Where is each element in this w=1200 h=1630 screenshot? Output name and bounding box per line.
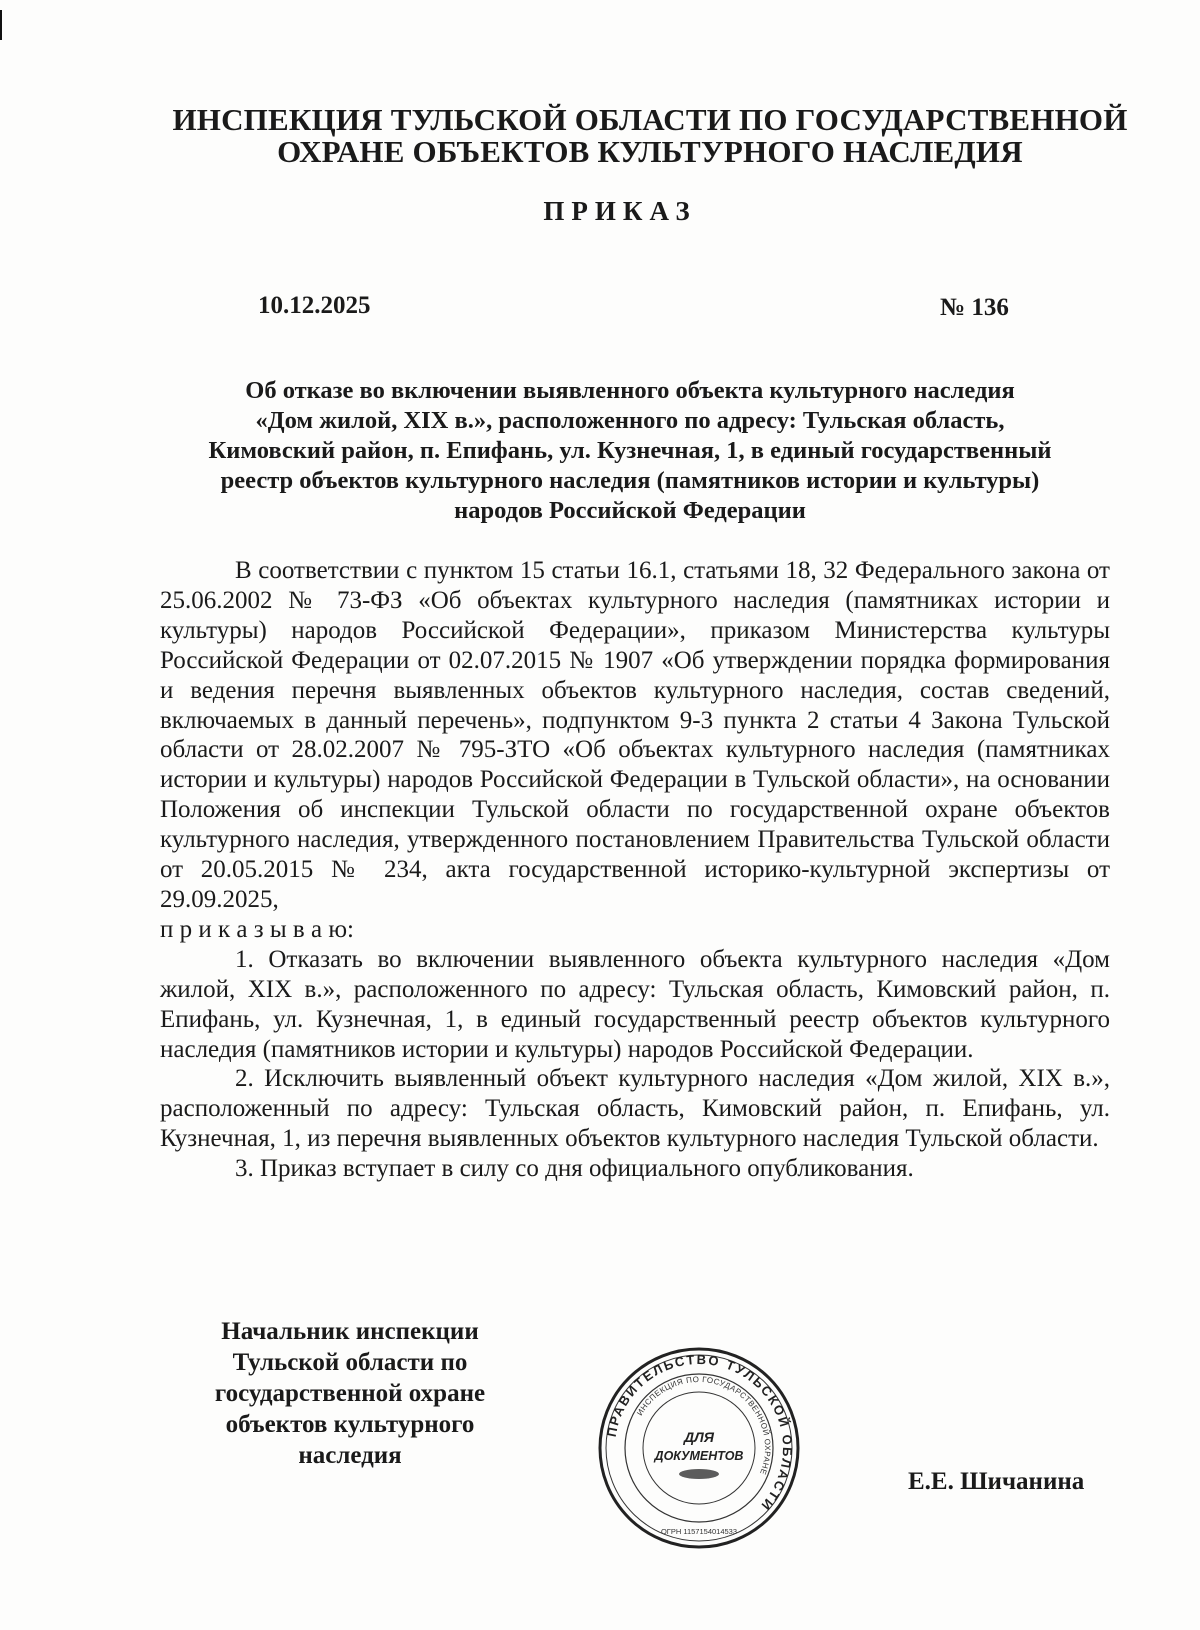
document-subject bbox=[150, 376, 1110, 526]
order-item-2: 2. Исключить выявленный объект культурного наследия «Дом жилой, XIX в.», расположенный по адресу: Тульская область, Кимовский район, п. Епифань, ул. Кузнечная, 1, из перечня выявленных объектов культурного наследия Тульской области. bbox=[160, 1065, 1110, 1153]
organization-header bbox=[0, 104, 1200, 168]
header-line-2: ОХРАНЕ ОБЪЕКТОВ КУЛЬТУРНОГО НАСЛЕДИЯ bbox=[277, 134, 1023, 169]
order-word: п р и к а з ы в а ю: bbox=[160, 915, 354, 943]
seal-outer-text: ПРАВИТЕЛЬСТВО ТУЛЬСКОЙ ОБЛАСТИ bbox=[603, 1351, 796, 1515]
document-body bbox=[160, 556, 1110, 1184]
signatory-title-line: объектов культурного bbox=[225, 1411, 475, 1438]
header-line-1: ИНСПЕКЦИЯ ТУЛЬСКОЙ ОБЛАСТИ ПО ГОСУДАРСТВЕННОЙ bbox=[172, 102, 1128, 137]
signatory-name: Е.Е. Шичанина bbox=[908, 1468, 1085, 1495]
subject-line: народов Российской Федерации bbox=[454, 497, 806, 524]
document-date: 10.12.2025 bbox=[258, 292, 371, 319]
seal-ogrn: ОГРН 1157154014533 bbox=[660, 1527, 738, 1536]
seal-center-line-1: ДЛЯ bbox=[684, 1429, 714, 1445]
scan-edge-mark bbox=[0, 10, 2, 40]
official-seal bbox=[597, 1346, 801, 1550]
document-number: № 136 bbox=[940, 294, 1009, 321]
subject-line: Об отказе во включении выявленного объекта культурного наследия bbox=[245, 377, 1015, 404]
signatory-title-line: Тульской области по bbox=[232, 1349, 468, 1376]
order-item-3: 3. Приказ вступает в силу со дня официального опубликования. bbox=[235, 1155, 914, 1183]
signatory-title-line: Начальник инспекции bbox=[221, 1318, 479, 1345]
signatory-title-line: государственной охране bbox=[214, 1380, 486, 1407]
preamble-paragraph: В соответствии с пунктом 15 статьи 16.1, статьями 18, 32 Федерального закона от 25.06.2002 № 73-ФЗ «Об объектах культурного наследия (памятниках истории и культуры) народов Российской Федерации», приказом Министерства культуры Российской Федерации от 02.07.2015 № 1907 «Об утверждении порядка формирования и ведения перечня выявленных объектов культурного наследия, состав сведений, включаемых в данный перечень», подпунктом 9-3 пункта 2 статьи 4 Закона Тульской области от 28.02.2007 № 795-ЗТО «Об объектах культурного наследия (памятниках истории и культуры) народов Российской Федерации в Тульской области», на основании Положения об инспекции Тульской области по государственной охране объектов культурного наследия, утвержденного постановлением Правительства Тульской области от 20.05.2015 № 234, акта государственной историко-культурной экспертизы от 29.09.2025, bbox=[160, 557, 1110, 913]
signatory-title bbox=[170, 1316, 530, 1471]
signatory-title-line: наследия bbox=[298, 1442, 402, 1469]
subject-line: «Дом жилой, XIX в.», расположенного по адресу: Тульская область, bbox=[255, 407, 1005, 434]
document-type: ПРИКАЗ bbox=[543, 196, 697, 226]
seal-inner-text: ИНСПЕКЦИЯ ПО ГОСУДАРСТВЕННОЙ ОХРАНЕ bbox=[635, 1374, 773, 1477]
seal-ink-blot bbox=[679, 1469, 719, 1479]
seal-center-line-2: ДОКУМЕНТОВ bbox=[654, 1449, 744, 1463]
subject-line: Кимовский район, п. Епифань, ул. Кузнечная, 1, в единый государственный bbox=[208, 437, 1052, 464]
subject-line: реестр объектов культурного наследия (памятников истории и культуры) bbox=[220, 467, 1040, 494]
seal-ring bbox=[643, 1392, 755, 1504]
order-item-1: 1. Отказать во включении выявленного объекта культурного наследия «Дом жилой, XIX в.», расположенного по адресу: Тульская область, Кимовский район, п. Епифань, ул. Кузнечная, 1, в единый государственный реестр объектов культурного наследия (памятников истории и культуры) народов Российской Федерации. bbox=[160, 945, 1110, 1063]
seal-ring bbox=[625, 1374, 773, 1522]
